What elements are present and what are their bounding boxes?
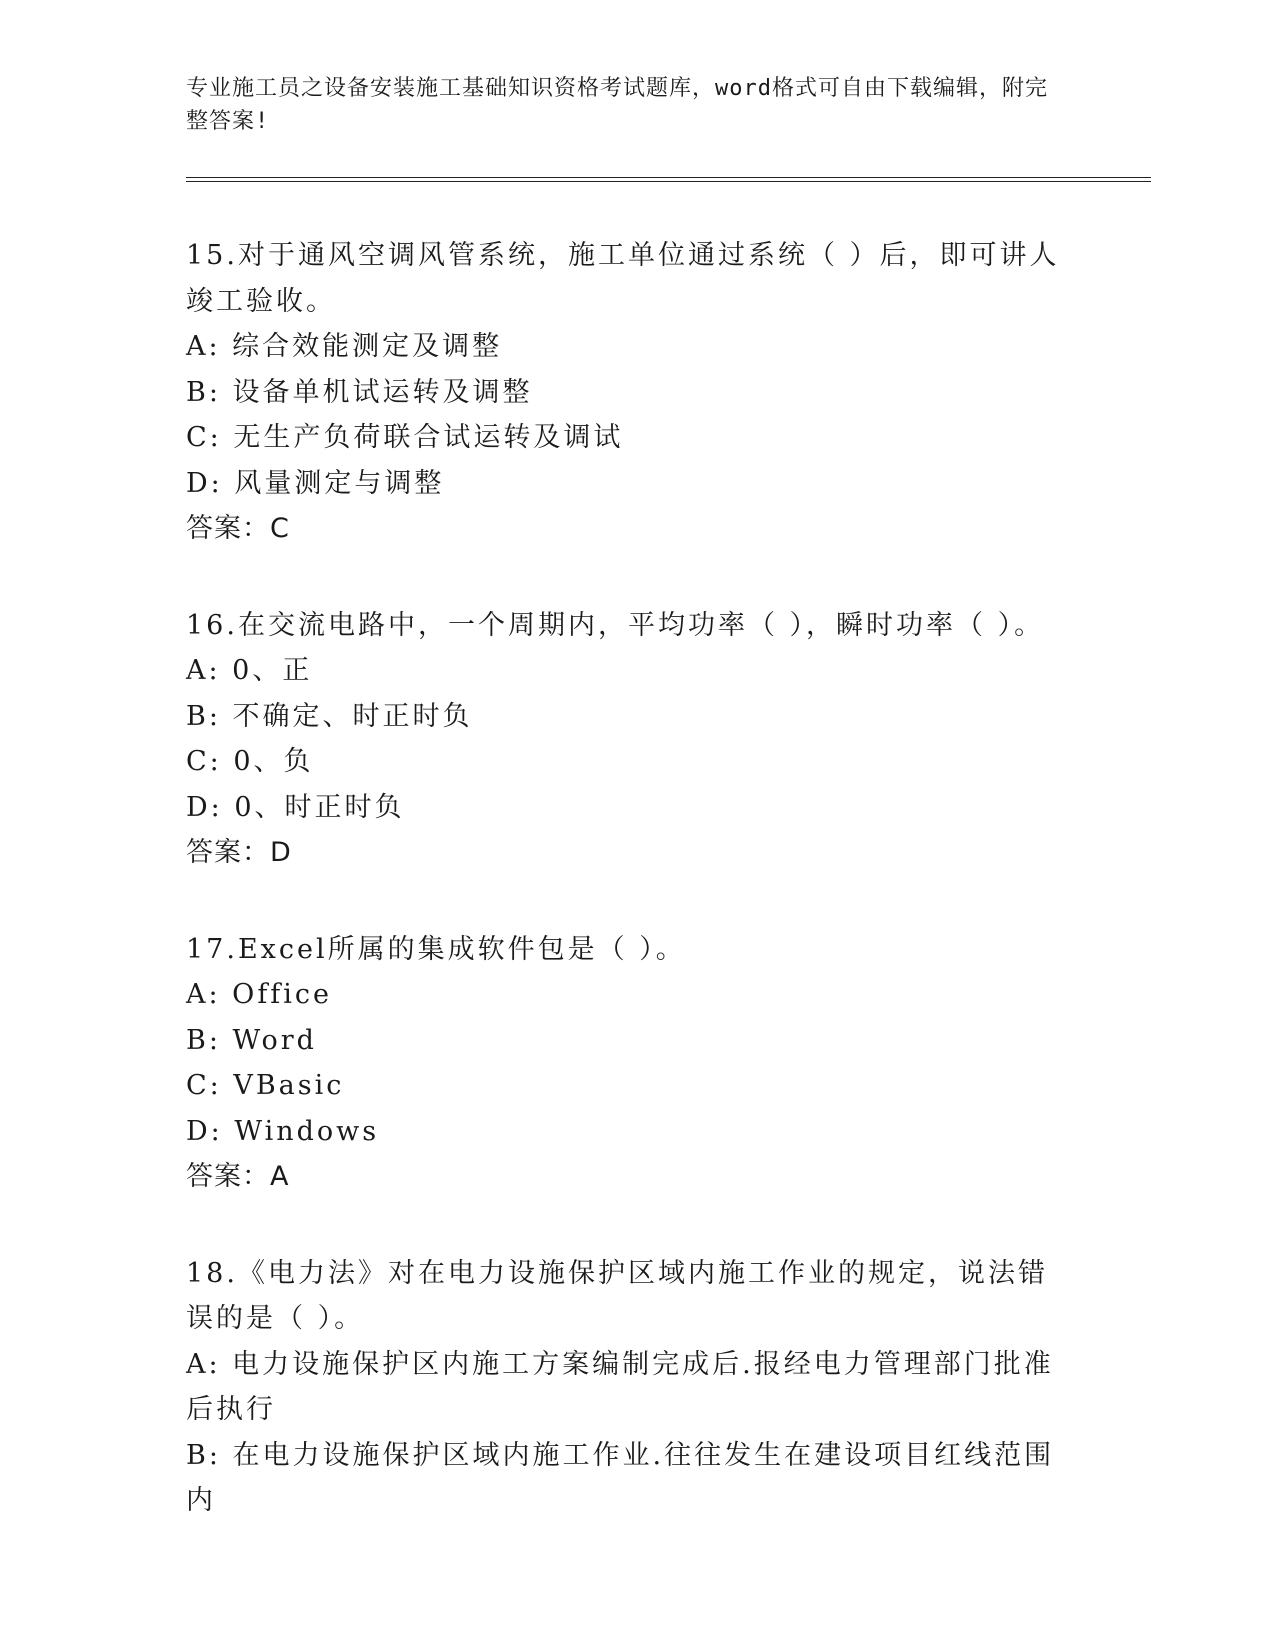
option-c: C: VBasic (186, 1070, 345, 1101)
question-stem: 18.《电力法》对在电力设施保护区域内施工作业的规定，说法错误的是（ ）。 (186, 1257, 1048, 1334)
option-a: A: 电力设施保护区内施工方案编制完成后.报经电力管理部门批准后执行 (186, 1348, 1054, 1425)
question-17 (186, 927, 1076, 1200)
header-divider-thick (186, 177, 1151, 178)
option-b: B: Word (186, 1024, 317, 1056)
option-a: A: 综合效能测定及调整 (186, 331, 503, 362)
answer-line: 答案：D (186, 837, 292, 868)
option-d: D: 0、时正时负 (186, 791, 405, 823)
option-b: B: 设备单机试运转及调整 (186, 376, 533, 408)
question-stem: 16.在交流电路中，一个周期内，平均功率（ ），瞬时功率（ ）。 (186, 609, 1045, 641)
option-c: C: 0、负 (186, 746, 314, 777)
option-d: D: Windows (186, 1115, 380, 1147)
option-b: B: 不确定、时正时负 (186, 700, 473, 732)
header-divider-thin (186, 181, 1151, 182)
question-stem: 15.对于通风空调风管系统，施工单位通过系统（ ）后，即可讲人竣工验收。 (186, 240, 1060, 317)
option-b: B: 在电力设施保护区域内施工作业.往往发生在建设项目红线范围内 (186, 1439, 1055, 1516)
option-c: C: 无生产负荷联合试运转及调试 (186, 422, 624, 453)
question-18 (186, 1251, 1076, 1524)
answer-line: 答案：A (186, 1161, 290, 1192)
option-a: A: Office (186, 979, 333, 1010)
answer-line: 答案：C (186, 513, 290, 544)
document-header: 专业施工员之设备安装施工基础知识资格考试题库，word格式可自由下载编辑，附完整答案! (186, 76, 1048, 134)
option-a: A: 0、正 (186, 655, 313, 686)
question-16 (186, 603, 1076, 876)
option-d: D: 风量测定与调整 (186, 467, 445, 499)
question-list (186, 233, 1076, 1575)
question-stem: 17.Excel所属的集成软件包是（ ）。 (186, 933, 686, 965)
question-15 (186, 233, 1076, 552)
